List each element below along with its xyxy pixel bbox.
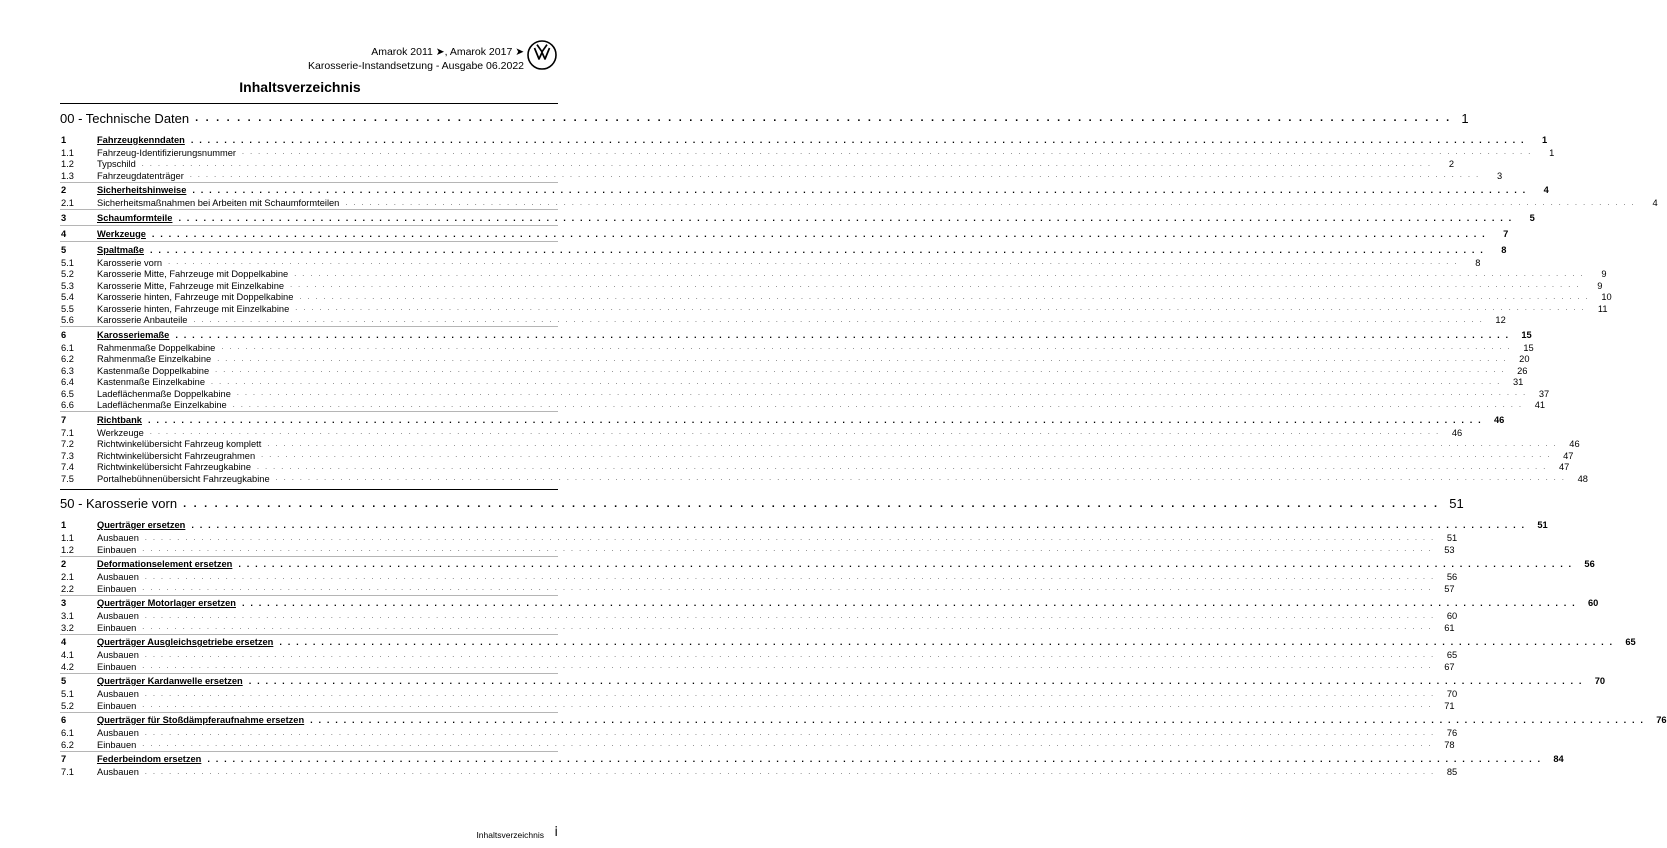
entry-number: 7 bbox=[61, 754, 67, 764]
entry-page-number: 26 bbox=[1517, 365, 1528, 376]
entry-number: 5 bbox=[61, 676, 67, 686]
dot-leader: . . . . . . . . . . . . . . . . . . . . . . . . . . . . . . . . . . . . . . . . . . . . . . . . . . . . . . . . . . . . . . . . . . . . . . . . . . . . . . . . . . . . . . . . . . . . . . . . . . . . . . . . . . . . . . . . . . . . . . . . . . . . . . . . . . . . . . . . . . . . . . . . . . . . . . . . . . . . . . . . bbox=[232, 401, 1524, 409]
entry-title: Richtwinkelübersicht Fahrzeugrahmen bbox=[97, 450, 256, 461]
entry-page-number: 31 bbox=[1512, 377, 1524, 388]
toc-subentry[interactable] bbox=[60, 439, 1580, 451]
dot-leader: . . . . . . . . . . . . . . . . . . . . . . . . . . . . . . . . . . . . . . . . . . . . . . . . . . . . . . . . . . . . . . . . . . . . . . . . . . . . . . . . . . . . . . . . . . . . . . . . . . . . . . . . . . . . . . . . . . . . . . . . . . . . . . . . . . . . . . . . . . . . . . . . . . . . . . . . . . . . . . . . bbox=[144, 768, 1436, 776]
dot-leader: . . . . . . . . . . . . . . . . . . . . . . . . . . . . . . . . . . . . . . . . . . . . . . . . . . . . . . . . . . . . . . . . . . . . . . . . . . . . . . . . . . . . . . . . . . . . . . . . . . . . . . . . . . . . . . . . . . . . . . . . . . . . . . . . . . . . . . . . . . . . . . . . . . . . . . . . . . . . . . . . bbox=[295, 305, 1586, 313]
entry-number: 6.6 bbox=[61, 400, 74, 411]
entry-title: Ausbauen bbox=[97, 767, 139, 778]
header-edition-line: Karosserie-Instandsetzung - Ausgabe 06.2022 bbox=[308, 60, 524, 72]
entry-number: 3.1 bbox=[61, 611, 74, 622]
entry-title: Ausbauen bbox=[97, 572, 139, 583]
entry-title: Ausbauen bbox=[97, 611, 139, 622]
dot-leader: . . . . . . . . . . . . . . . . . . . . . . . . . . . . . . . . . . . . . . . . . . . . . . . . . . . . . . . . . . . . . . . . . . . . . . . . . . . . . . . . . . . . . . . . . . . . . . . . . . . . . . . . . . . . . . . . . . . . . . . . . . . . . . . . . . . . . . . . . . . . . . . . . . . . . . . . . . . . . . . . bbox=[261, 452, 1552, 460]
entry-number: 1 bbox=[61, 134, 67, 145]
entry-page-number: 60 bbox=[1588, 598, 1599, 608]
toc-chapter-entry[interactable] bbox=[60, 210, 1535, 225]
toc-subentry[interactable] bbox=[60, 269, 1607, 281]
footer-page-number: i bbox=[554, 825, 558, 840]
toc-chapter bbox=[60, 673, 1606, 712]
dot-leader: . . . . . . . . . . . . . . . . . . . . . . . . . . . . . . . . . . . . . . . . . . . . . . . . . . . . . . . . . . . . . . . . . . . . . . . . . . . . . . . . . . . . . . . . . . . . . . . . . . . . . . . . . . . . . . . . . . . . . . . . . . . . . . . . . . . . . . . . . . . . . . . . . . . . . . . . . . . . . . . . bbox=[142, 624, 1433, 632]
entry-title: Einbauen bbox=[97, 622, 137, 633]
entry-number: 1 bbox=[61, 520, 67, 530]
toc-subentry[interactable] bbox=[60, 388, 1550, 400]
toc-subentry[interactable] bbox=[60, 739, 1455, 751]
entry-title: Karosserie Anbauteile bbox=[97, 315, 188, 326]
entry-number: 2.2 bbox=[61, 583, 74, 594]
entry-page-number: 1 bbox=[1549, 147, 1555, 158]
entry-title: Ausbauen bbox=[97, 650, 139, 661]
entry-page-number: 61 bbox=[1444, 622, 1455, 633]
entry-page-number: 8 bbox=[1475, 257, 1481, 268]
entry-title: Richtwinkelübersicht Fahrzeug komplett bbox=[97, 439, 262, 450]
toc-chapter bbox=[60, 182, 1658, 210]
entry-number: 1.2 bbox=[61, 544, 74, 555]
dot-leader: . . . . . . . . . . . . . . . . . . . . . . . . . . . . . . . . . . . . . . . . . . . . . . . . . . . . . . . . . . . . . . . . . . . . . . . . . . . . . . . . . . . . . . . . . . . . . . . . . . . . . . . . . . . . . . . . . . . . . . . . . . . . . . . . . . . . . . . . . . . . . . . . . . . . . . . . . . . . . . . . bbox=[193, 316, 1484, 324]
toc-chapter-entry[interactable] bbox=[60, 713, 1667, 728]
entry-page-number: 2 bbox=[1448, 159, 1455, 170]
toc-subentry[interactable] bbox=[60, 400, 1546, 412]
toc-subentry[interactable] bbox=[60, 354, 1530, 366]
toc-chapter-entry[interactable] bbox=[60, 635, 1636, 650]
entry-title: Querträger ersetzen bbox=[97, 520, 186, 530]
footer-label: Inhaltsverzeichnis bbox=[476, 830, 544, 840]
entry-number: 6.1 bbox=[61, 728, 74, 739]
dot-leader: . . . . . . . . . . . . . . . . . . . . . . . . . . . . . . . . . . . . . . . . . . . . . . . . . . . . . . . . . . . . . . . . . . . . . . . . . . . . . . . . . . . . . . . . . . . . . . . . . . . . . . . . . . . . . . . . . . . . . . . . . . . . . . . . . . . . . . . . . . . . . . . . . . . . . . . . . . . . . . . . bbox=[310, 715, 1645, 725]
entry-page-number: 8 bbox=[1501, 244, 1507, 255]
entry-title: Portalhebühnenübersicht Fahrzeugkabine bbox=[97, 473, 270, 484]
toc-chapter bbox=[60, 326, 1550, 411]
dot-leader: . . . . . . . . . . . . . . . . . . . . . . . . . . . . . . . . . . . . . . . . . . . . . . . . . . . . . . . . . . . . . . . . . . . . . . . . . . . . . . . . . . . . . . . . . . . . . . . . . . . . . . . . . . . . . . . . . . . . . . . . bbox=[195, 112, 1452, 124]
toc-chapter bbox=[60, 712, 1667, 751]
entry-title: Ausbauen bbox=[97, 533, 139, 544]
entry-title: Ausbauen bbox=[97, 689, 139, 700]
entry-page-number: 85 bbox=[1446, 767, 1458, 778]
toc-subentry[interactable] bbox=[60, 450, 1574, 462]
dot-leader: . . . . . . . . . . . . . . . . . . . . . . . . . . . . . . . . . . . . . . . . . . . . . . . . . . . . . . . . . . . . . . . . . . . . . . . . . . . . . . . . . . . . . . . . . . . . . . . . . . . . . . . . . . . . . . . . . . . . . . . . . . . . . . . . . . . . . . . . . . . . . . . . . . . . . . . . . . . . . . . . bbox=[142, 741, 1433, 749]
entry-number: 7.3 bbox=[61, 450, 74, 461]
toc-subentry[interactable] bbox=[60, 622, 1455, 634]
vw-logo-icon bbox=[527, 40, 557, 70]
dot-leader: . . . . . . . . . . . . . . . . . . . . . . . . . . . . . . . . . . . . . . . . . . . . . . . . . . . . . . . . . . . . . . . . . . . . . . . . . . . . . . . . . . . . . . . . . . . . . . . . . . . . . . . . . . . . . . . . . . . . . . . . . . . . . . . . . . . . . . . . . . . . . . . . . . . . . . . . . . . . . . . . bbox=[151, 228, 1487, 239]
toc-chapter-entry[interactable] bbox=[60, 557, 1595, 572]
toc-section-heading[interactable] bbox=[60, 103, 1469, 132]
entry-page-number: 12 bbox=[1495, 315, 1506, 326]
entry-number: 4.2 bbox=[61, 661, 74, 672]
toc-subentry[interactable] bbox=[60, 544, 1455, 556]
entry-title: Karosserie vorn bbox=[97, 257, 163, 268]
entry-number: 1.2 bbox=[61, 159, 74, 170]
entry-number: 7.1 bbox=[61, 767, 74, 778]
page-title: Inhaltsverzeichnis bbox=[239, 79, 361, 95]
entry-title: Kastenmaße Einzelkabine bbox=[97, 377, 206, 388]
toc-subentry[interactable] bbox=[60, 462, 1570, 474]
dot-leader: . . . . . . . . . . . . . . . . . . . . . . . . . . . . . . . . . . . . . . . . . . . . . . . . . . . . . . . . . . . . . . . . . . . . . . . . . . . . . . . . . . . . . . . . . . . . . . . . . . . . . . . . . . . . . . . . . . . . . . . . . . . . . . . . . . . . . . . . . . . . . . . . . . . . . . . . . . . . . . . . bbox=[144, 729, 1436, 737]
entry-page-number: 4 bbox=[1543, 185, 1549, 195]
dot-leader: . . . . . . . . . . . . . . . . . . . . . . . . . . . . . . . . . . . . . . . . . . . . . . . . . . . . . . . . . . . . . . . . . . . . . . . . . . . . . . . . . . . . . . . . . . . . . . . . . . . . . . . . . . . . . . . . . . . . . . . . . . . . . . . . . . . . . . . . . . . . . . . . . . . . . . . . . . . . . . . . bbox=[144, 534, 1436, 542]
dot-leader: . . . . . . . . . . . . . . . . . . . . . . . . . . . . . . . . . . . . . . . . . . . . . . . . . . . . . . . . . . . . . . . . . . . . . . . . . . . . . . . . . . . . . . . . . . . . . . . . . . . . . . . . . . . . . . . . . . . . . . . . . . . . . . . . . . . . . . . . . . . . . . . . . . . . . . . . . . . . . . . . bbox=[178, 212, 1513, 223]
entry-title: Querträger Kardanwelle ersetzen bbox=[97, 676, 243, 686]
dot-leader: . . . . . . . . . . . . . . . . . . . . . . . . . . . . . . . . . . . . . . . . . . . . . . . . . . . . . . . . . . . . . . . . . . . . . . . . . . . . . . . . . . . . . . . . . . . . . . . . . . . . . . . . . . . . . . . . . . . . . . . . . . . . . . . . . . . . . . . . . . . . . . . . . . . . . . . . . . . . . . . . bbox=[299, 293, 1590, 301]
entry-page-number: 48 bbox=[1577, 473, 1588, 484]
entry-title: Deformationselement ersetzen bbox=[97, 559, 233, 569]
entry-number: 5.1 bbox=[61, 257, 74, 268]
toc-subentry[interactable] bbox=[60, 365, 1528, 377]
dot-leader: . . . . . . . . . . . . . . . . . . . . . . . . . . . . . . . . . . . . . . . . . . . . . . . . . . . . . . . . . . . . . . . . . . . . . . . . . . . . . . . . . . . . . . . . . . . . . . . . . . . . . . . . . . . . . . . . . . . . . . . . . . . . . . . . . . . . . . . . . . . . . . . . . . . . . . . . . . . . . . . . bbox=[211, 378, 1502, 386]
dot-leader: . . . . . . . . . . . . . . . . . . . . . . . . . . . . . . . . . . . . . . . . . . . . . . . . . . . . . . . . . . . . . . . . . . . . . . . . . . . . . . . . . . . . . . . . . . . . . . . . . . . . . . . . . . . . . . . . . . . . . . . . . . . . . . . . . . . . . . . . . . . . . . . . . . . . . . . . . . . . . . . . bbox=[168, 259, 1459, 267]
entry-number: 3.2 bbox=[61, 622, 74, 633]
toc-chapter bbox=[60, 518, 1548, 556]
entry-page-number: 60 bbox=[1446, 611, 1458, 622]
toc-chapter-entry[interactable] bbox=[60, 596, 1599, 611]
toc-section-heading[interactable] bbox=[60, 489, 1464, 518]
entry-number: 6.2 bbox=[61, 739, 74, 750]
dot-leader: . . . . . . . . . . . . . . . . . . . . . . . . . . . . . . . . . . . . . . . . . . . . . . . . . . . . . . . . . . . . . . . . . . . . . . . . . . . . . . . . . . . . . . . . . . . . . . . . . . . . . . . . . . . . . . . . . . . . . . . . . . . . . . . . . . . . . . . . . . . . . . . . . . . . . . . . . . . . . . . . bbox=[241, 598, 1577, 608]
entry-number: 6.5 bbox=[61, 388, 74, 399]
dot-leader: . . . . . . . . . . . . . . . . . . . . . . . . . . . . . . . . . . . . . . . . . . . . . . . . . . . . . . . . . . . . . . . . . . . . . . . . . . . . . . . . . . . . . . . . . . . . . . . . . . . . . . . . . . . . . . . . . . . . . . . . . . . . . . . . . . . . . . . . . . . . . . . . . . . . . . . . . . . . . . . . bbox=[192, 185, 1527, 195]
entry-number: 3 bbox=[61, 212, 67, 223]
entry-page-number: 65 bbox=[1446, 650, 1458, 661]
dot-leader: . . . . . . . . . . . . . . . . . . . . . . . . . . . . . . . . . . . . . . . . . . . . . . . . . . . . . . . . . . . . . . . . . . . . . . . . . . . . . . . . . . . . . . . . . . . . . . . . . . . . . . . . . . . . . . . . . . . . . . . . . . . . . . . . . . . . . . . . . . . . . . . . . . . . . . . . . . . . . . . . bbox=[217, 355, 1508, 363]
entry-title: Ladeflächenmaße Einzelkabine bbox=[97, 400, 227, 411]
toc-chapter-entry[interactable] bbox=[60, 674, 1606, 689]
entry-page-number: 20 bbox=[1519, 354, 1530, 365]
toc-subentry[interactable] bbox=[60, 767, 1458, 779]
dot-leader: . . . . . . . . . . . . . . . . . . . . . . . . . . . . . . . . . . . . . . . . . . . . . . . . . . . . . . . . . . . . . . . . . . . . . . . . . . . . . . . . . . . . . . . . . . . . . . . . . . . . . . . . . . . . . . . . . . . . . . . . bbox=[183, 497, 1440, 510]
entry-number: 1.1 bbox=[61, 147, 74, 158]
entry-page-number: 10 bbox=[1601, 292, 1612, 303]
dot-leader: . . . . . . . . . . . . . . . . . . . . . . . . . . . . . . . . . . . . . . . . . . . . . . . . . . . . . . . . . . . . . . . . . . . . . . . . . . . . . . . . . . . . . . . . . . . . . . . . . . . . . . . . . . . . . . . . . . . . . . . . . . . . . . . . . . . . . . . . . . . . . . . . . . . . . . . . . . . . . . . . bbox=[175, 329, 1510, 340]
entry-page-number: 47 bbox=[1558, 462, 1570, 473]
toc-subentry[interactable] bbox=[60, 533, 1458, 545]
entry-page-number: 15 bbox=[1523, 342, 1534, 353]
toc-subentry[interactable] bbox=[60, 315, 1506, 327]
entry-number: 3 bbox=[61, 598, 67, 608]
dot-leader: . . . . . . . . . . . . . . . . . . . . . . . . . . . . . . . . . . . . . . . . . . . . . . . . . . . . . . . . . . . . . . . . . . . . . . . . . . . . . . . . . . . . . . . . . . . . . . . . . . . . . . . . . . . . . . . . . . . . . . . . . . . . . . . . . . . . . . . . . . . . . . . . . . . . . . . . . . . . . . . . bbox=[142, 702, 1433, 710]
entry-title: Einbauen bbox=[97, 583, 137, 594]
entry-title: Karosserie hinten, Fahrzeuge mit Einzelkabine bbox=[97, 303, 290, 314]
toc-subentry[interactable] bbox=[60, 572, 1458, 584]
entry-page-number: 51 bbox=[1537, 520, 1548, 530]
header-model-line: Amarok 2011 ➤, Amarok 2017 ➤ bbox=[371, 46, 524, 58]
dot-leader: . . . . . . . . . . . . . . . . . . . . . . . . . . . . . . . . . . . . . . . . . . . . . . . . . . . . . . . . . . . . . . . . . . . . . . . . . . . . . . . . . . . . . . . . . . . . . . . . . . . . . . . . . . . . . . . . . . . . . . . . . . . . . . . . . . . . . . . . . . . . . . . . . . . . . . . . . . . . . . . . bbox=[147, 414, 1483, 425]
entry-number: 7.5 bbox=[61, 473, 74, 484]
toc-chapter-entry[interactable] bbox=[60, 242, 1507, 257]
entry-page-number: 53 bbox=[1444, 544, 1455, 555]
toc-chapter bbox=[60, 241, 1612, 326]
entry-title: Werkzeuge bbox=[97, 427, 144, 438]
entry-page-number: 76 bbox=[1446, 728, 1458, 739]
entry-page-number: 71 bbox=[1444, 700, 1455, 711]
dot-leader: . . . . . . . . . . . . . . . . . . . . . . . . . . . . . . . . . . . . . . . . . . . . . . . . . . . . . . . . . . . . . . . . . . . . . . . . . . . . . . . . . . . . . . . . . . . . . . . . . . . . . . . . . . . . . . . . . . . . . . . . . . . . . . . . . . . . . . . . . . . . . . . . . . . . . . . . . . . . . . . . bbox=[144, 651, 1436, 659]
entry-page-number: 9 bbox=[1597, 280, 1603, 291]
entry-number: 6.4 bbox=[61, 377, 74, 388]
entry-page-number: 11 bbox=[1597, 303, 1608, 314]
toc-subentry[interactable] bbox=[60, 257, 1481, 269]
entry-title: Richtwinkelübersicht Fahrzeugkabine bbox=[97, 462, 251, 473]
entry-page-number: 46 bbox=[1493, 414, 1505, 425]
section-page-number: 51 bbox=[1449, 496, 1464, 511]
toc-subentry[interactable] bbox=[60, 170, 1503, 182]
entry-page-number: 70 bbox=[1594, 676, 1606, 686]
dot-leader: . . . . . . . . . . . . . . . . . . . . . . . . . . . . . . . . . . . . . . . . . . . . . . . . . . . . . . . . . . . . . . . . . . . . . . . . . . . . . . . . . . . . . . . . . . . . . . . . . . . . . . . . . . . . . . . . . . . . . . . . . . . . . . . . . . . . . . . . . . . . . . . . . . . . . . . . . . . . . . . . bbox=[144, 612, 1436, 620]
entry-page-number: 65 bbox=[1625, 637, 1636, 647]
entry-title: Richtbank bbox=[97, 414, 142, 425]
toc-chapter-entry[interactable] bbox=[60, 752, 1564, 767]
dot-leader: . . . . . . . . . . . . . . . . . . . . . . . . . . . . . . . . . . . . . . . . . . . . . . . . . . . . . . . . . . . . . . . . . . . . . . . . . . . . . . . . . . . . . . . . . . . . . . . . . . . . . . . . . . . . . . . . . . . . . . . . . . . . . . . . . . . . . . . . . . . . . . . . . . . . . . . . . . . . . . . . bbox=[275, 475, 1566, 483]
entry-page-number: 56 bbox=[1446, 572, 1458, 583]
toc-subentry[interactable] bbox=[60, 303, 1608, 315]
toc-chapter-entry[interactable] bbox=[60, 518, 1548, 533]
entry-number: 1.1 bbox=[61, 533, 74, 544]
entry-number: 6 bbox=[61, 715, 67, 725]
entry-page-number: 41 bbox=[1534, 400, 1546, 411]
toc-subentry[interactable] bbox=[60, 700, 1455, 712]
entry-title: Ausbauen bbox=[97, 728, 139, 739]
entry-number: 6.1 bbox=[61, 342, 74, 353]
entry-page-number: 37 bbox=[1538, 388, 1550, 399]
toc-chapter bbox=[60, 132, 1555, 182]
entry-number: 2.1 bbox=[61, 198, 74, 209]
dot-leader: . . . . . . . . . . . . . . . . . . . . . . . . . . . . . . . . . . . . . . . . . . . . . . . . . . . . . . . . . . . . . . . . . . . . . . . . . . . . . . . . . . . . . . . . . . . . . . . . . . . . . . . . . . . . . . . . . . . . . . . . . . . . . . . . . . . . . . . . . . . . . . . . . . . . . . . . . . . . . . . . bbox=[149, 429, 1441, 437]
toc-subentry[interactable] bbox=[60, 661, 1455, 673]
dot-leader: . . . . . . . . . . . . . . . . . . . . . . . . . . . . . . . . . . . . . . . . . . . . . . . . . . . . . . . . . . . . . . . . . . . . . . . . . . . . . . . . . . . . . . . . . . . . . . . . . . . . . . . . . . . . . . . . . . . . . . . . . . . . . . . . . . . . . . . . . . . . . . . . . . . . . . . . . . . . . . . . bbox=[290, 282, 1581, 290]
entry-page-number: 57 bbox=[1444, 583, 1455, 594]
toc-chapter-entry[interactable] bbox=[60, 183, 1549, 198]
dot-leader: . . . . . . . . . . . . . . . . . . . . . . . . . . . . . . . . . . . . . . . . . . . . . . . . . . . . . . . . . . . . . . . . . . . . . . . . . . . . . . . . . . . . . . . . . . . . . . . . . . . . . . . . . . . . . . . . . . . . . . . . . . . . . . . . . . . . . . . . . . . . . . . . . . . . . . . . . . . . . . . . bbox=[257, 463, 1548, 471]
toc-chapter bbox=[60, 595, 1599, 634]
entry-title: Ladeflächenmaße Doppelkabine bbox=[97, 388, 231, 399]
entry-title: Querträger Ausgleichsgetriebe ersetzen bbox=[97, 637, 274, 647]
table-of-contents bbox=[60, 103, 1667, 778]
entry-title: Fahrzeug-Identifizierungsnummer bbox=[97, 147, 236, 158]
dot-leader: . . . . . . . . . . . . . . . . . . . . . . . . . . . . . . . . . . . . . . . . . . . . . . . . . . . . . . . . . . . . . . . . . . . . . . . . . . . . . . . . . . . . . . . . . . . . . . . . . . . . . . . . . . . . . . . . . . . . . . . . . . . . . . . . . . . . . . . . . . . . . . . . . . . . . . . . . . . . . . . . bbox=[141, 160, 1433, 168]
entry-page-number: 70 bbox=[1446, 689, 1458, 700]
entry-title: Sicherheitshinweise bbox=[97, 185, 187, 195]
dot-leader: . . . . . . . . . . . . . . . . . . . . . . . . . . . . . . . . . . . . . . . . . . . . . . . . . . . . . . . . . . . . . . . . . . . . . . . . . . . . . . . . . . . . . . . . . . . . . . . . . . . . . . . . . . . . . . . . . . . . . . . . . . . . . . . . . . . . . . . . . . . . . . . . . . . . . . . . . . . . . . . . bbox=[238, 559, 1573, 569]
entry-number: 2 bbox=[61, 559, 67, 569]
entry-page-number: 84 bbox=[1553, 754, 1564, 764]
dot-leader: . . . . . . . . . . . . . . . . . . . . . . . . . . . . . . . . . . . . . . . . . . . . . . . . . . . . . . . . . . . . . . . . . . . . . . . . . . . . . . . . . . . . . . . . . . . . . . . . . . . . . . . . . . . . . . . . . . . . . . . . . . . . . . . . . . . . . . . . . . . . . . . . . . . . . . . . . . . . . . . . bbox=[248, 676, 1584, 686]
entry-page-number: 7 bbox=[1503, 228, 1509, 239]
dot-leader: . . . . . . . . . . . . . . . . . . . . . . . . . . . . . . . . . . . . . . . . . . . . . . . . . . . . . . . . . . . . . . . . . . . . . . . . . . . . . . . . . . . . . . . . . . . . . . . . . . . . . . . . . . . . . . . . . . . . . . . . . . . . . . . . . . . . . . . . . . . . . . . . . . . . . . . . . . . . . . . . bbox=[267, 440, 1558, 448]
dot-leader: . . . . . . . . . . . . . . . . . . . . . . . . . . . . . . . . . . . . . . . . . . . . . . . . . . . . . . . . . . . . . . . . . . . . . . . . . . . . . . . . . . . . . . . . . . . . . . . . . . . . . . . . . . . . . . . . . . . . . . . . . . . . . . . . . . . . . . . . . . . . . . . . . . . . . . . . . . . . . . . . bbox=[189, 172, 1481, 180]
entry-page-number: 46 bbox=[1569, 439, 1580, 450]
entry-title: Fahrzeugdatenträger bbox=[97, 170, 184, 181]
toc-subentry[interactable] bbox=[60, 342, 1534, 354]
section-title: 50 - Karosserie vorn bbox=[60, 496, 178, 511]
toc-subentry[interactable] bbox=[60, 377, 1524, 389]
entry-number: 1.3 bbox=[61, 170, 74, 181]
entry-page-number: 3 bbox=[1496, 170, 1503, 181]
entry-page-number: 4 bbox=[1652, 198, 1658, 209]
toc-section bbox=[60, 103, 1658, 485]
entry-page-number: 46 bbox=[1451, 427, 1463, 438]
dot-leader: . . . . . . . . . . . . . . . . . . . . . . . . . . . . . . . . . . . . . . . . . . . . . . . . . . . . . . . . . . . . . . . . . . . . . . . . . . . . . . . . . . . . . . . . . . . . . . . . . . . . . . . . . . . . . . . . . . . . . . . . . . . . . . . . . . . . . . . . . . . . . . . . . . . . . . . . . . . . . . . . bbox=[142, 663, 1433, 671]
section-title: 00 - Technische Daten bbox=[60, 110, 190, 126]
entry-number: 5.2 bbox=[61, 269, 74, 280]
toc-subentry[interactable] bbox=[60, 147, 1555, 159]
dot-leader: . . . . . . . . . . . . . . . . . . . . . . . . . . . . . . . . . . . . . . . . . . . . . . . . . . . . . . . . . . . . . . . . . . . . . . . . . . . . . . . . . . . . . . . . . . . . . . . . . . . . . . . . . . . . . . . . . . . . . . . . . . . . . . . . . . . . . . . . . . . . . . . . . . . . . . . . . . . . . . . . bbox=[242, 149, 1533, 157]
dot-leader: . . . . . . . . . . . . . . . . . . . . . . . . . . . . . . . . . . . . . . . . . . . . . . . . . . . . . . . . . . . . . . . . . . . . . . . . . . . . . . . . . . . . . . . . . . . . . . . . . . . . . . . . . . . . . . . . . . . . . . . . . . . . . . . . . . . . . . . . . . . . . . . . . . . . . . . . . . . . . . . . bbox=[150, 244, 1485, 255]
toc-chapter-entry[interactable] bbox=[60, 327, 1532, 342]
entry-number: 4 bbox=[61, 228, 67, 239]
entry-number: 7.4 bbox=[61, 462, 74, 473]
entry-page-number: 76 bbox=[1656, 715, 1667, 725]
dot-leader: . . . . . . . . . . . . . . . . . . . . . . . . . . . . . . . . . . . . . . . . . . . . . . . . . . . . . . . . . . . . . . . . . . . . . . . . . . . . . . . . . . . . . . . . . . . . . . . . . . . . . . . . . . . . . . . . . . . . . . . . . . . . . . . . . . . . . . . . . . . . . . . . . . . . . . . . . . . . . . . . bbox=[190, 134, 1526, 145]
dot-leader: . . . . . . . . . . . . . . . . . . . . . . . . . . . . . . . . . . . . . . . . . . . . . . . . . . . . . . . . . . . . . . . . . . . . . . . . . . . . . . . . . . . . . . . . . . . . . . . . . . . . . . . . . . . . . . . . . . . . . . . . . . . . . . . . . . . . . . . . . . . . . . . . . . . . . . . . . . . . . . . . bbox=[215, 367, 1506, 375]
toc-chapter-entry[interactable] bbox=[60, 132, 1548, 147]
toc-subentry[interactable] bbox=[60, 473, 1588, 485]
toc-subentry[interactable] bbox=[60, 689, 1458, 701]
dot-leader: . . . . . . . . . . . . . . . . . . . . . . . . . . . . . . . . . . . . . . . . . . . . . . . . . . . . . . . . . . . . . . . . . . . . . . . . . . . . . . . . . . . . . . . . . . . . . . . . . . . . . . . . . . . . . . . . . . . . . . . . . . . . . . . . . . . . . . . . . . . . . . . . . . . . . . . . . . . . . . . . bbox=[142, 585, 1433, 593]
entry-number: 7.1 bbox=[61, 427, 74, 438]
section-page-number: 1 bbox=[1461, 110, 1469, 126]
entry-number: 5.4 bbox=[61, 292, 74, 303]
entry-number: 6.3 bbox=[61, 365, 74, 376]
entry-number: 6.2 bbox=[61, 354, 74, 365]
toc-subentry[interactable] bbox=[60, 280, 1603, 292]
toc-chapter bbox=[60, 556, 1595, 595]
entry-number: 4 bbox=[61, 637, 67, 647]
entry-page-number: 51 bbox=[1446, 533, 1458, 544]
toc-chapter bbox=[60, 411, 1588, 485]
toc-subentry[interactable] bbox=[60, 427, 1463, 439]
entry-title: Kastenmaße Doppelkabine bbox=[97, 365, 210, 376]
dot-leader: . . . . . . . . . . . . . . . . . . . . . . . . . . . . . . . . . . . . . . . . . . . . . . . . . . . . . . . . . . . . . . . . . . . . . . . . . . . . . . . . . . . . . . . . . . . . . . . . . . . . . . . . . . . . . . . . . . . . . . . . . . . . . . . . . . . . . . . . . . . . . . . . . . . . . . . . . . . . . . . . bbox=[236, 390, 1528, 398]
entry-page-number: 56 bbox=[1584, 559, 1595, 569]
dot-leader: . . . . . . . . . . . . . . . . . . . . . . . . . . . . . . . . . . . . . . . . . . . . . . . . . . . . . . . . . . . . . . . . . . . . . . . . . . . . . . . . . . . . . . . . . . . . . . . . . . . . . . . . . . . . . . . . . . . . . . . . . . . . . . . . . . . . . . . . . . . . . . . . . . . . . . . . . . . . . . . . bbox=[279, 637, 1614, 647]
entry-title: Fahrzeugkenndaten bbox=[97, 134, 185, 145]
entry-number: 7.2 bbox=[61, 439, 74, 450]
entry-number: 6 bbox=[61, 329, 67, 340]
toc-section bbox=[60, 489, 1667, 779]
entry-title: Querträger Motorlager ersetzen bbox=[97, 598, 236, 608]
toc-subentry[interactable] bbox=[60, 728, 1458, 740]
entry-number: 5.2 bbox=[61, 700, 74, 711]
dot-leader: . . . . . . . . . . . . . . . . . . . . . . . . . . . . . . . . . . . . . . . . . . . . . . . . . . . . . . . . . . . . . . . . . . . . . . . . . . . . . . . . . . . . . . . . . . . . . . . . . . . . . . . . . . . . . . . . . . . . . . . . . . . . . . . . . . . . . . . . . . . . . . . . . . . . . . . . . . . . . . . . bbox=[221, 344, 1512, 352]
dot-leader: . . . . . . . . . . . . . . . . . . . . . . . . . . . . . . . . . . . . . . . . . . . . . . . . . . . . . . . . . . . . . . . . . . . . . . . . . . . . . . . . . . . . . . . . . . . . . . . . . . . . . . . . . . . . . . . . . . . . . . . . . . . . . . . . . . . . . . . . . . . . . . . . . . . . . . . . . . . . . . . . bbox=[207, 754, 1542, 764]
toc-chapter bbox=[60, 209, 1535, 225]
entry-title: Karosserie hinten, Fahrzeuge mit Doppelkabine bbox=[97, 292, 294, 303]
entry-number: 5.3 bbox=[61, 280, 74, 291]
entry-number: 5.6 bbox=[61, 315, 74, 326]
entry-title: Einbauen bbox=[97, 661, 137, 672]
entry-number: 4.1 bbox=[61, 650, 74, 661]
entry-title: Typschild bbox=[97, 159, 136, 170]
toc-subentry[interactable] bbox=[60, 583, 1455, 595]
dot-leader: . . . . . . . . . . . . . . . . . . . . . . . . . . . . . . . . . . . . . . . . . . . . . . . . . . . . . . . . . . . . . . . . . . . . . . . . . . . . . . . . . . . . . . . . . . . . . . . . . . . . . . . . . . . . . . . . . . . . . . . . . . . . . . . . . . . . . . . . . . . . . . . . . . . . . . . . . . . . . . . . bbox=[294, 270, 1585, 278]
entry-number: 7 bbox=[61, 414, 67, 425]
entry-page-number: 9 bbox=[1601, 269, 1607, 280]
entry-page-number: 47 bbox=[1563, 450, 1574, 461]
entry-page-number: 1 bbox=[1542, 134, 1548, 145]
toc-chapter bbox=[60, 225, 1509, 241]
dot-leader: . . . . . . . . . . . . . . . . . . . . . . . . . . . . . . . . . . . . . . . . . . . . . . . . . . . . . . . . . . . . . . . . . . . . . . . . . . . . . . . . . . . . . . . . . . . . . . . . . . . . . . . . . . . . . . . . . . . . . . . . . . . . . . . . . . . . . . . . . . . . . . . . . . . . . . . . . . . . . . . . bbox=[191, 520, 1526, 530]
entry-title: Einbauen bbox=[97, 700, 137, 711]
toc-subentry[interactable] bbox=[60, 650, 1458, 662]
dot-leader: . . . . . . . . . . . . . . . . . . . . . . . . . . . . . . . . . . . . . . . . . . . . . . . . . . . . . . . . . . . . . . . . . . . . . . . . . . . . . . . . . . . . . . . . . . . . . . . . . . . . . . . . . . . . . . . . . . . . . . . . . . . . . . . . . . . . . . . . . . . . . . . . . . . . . . . . . . . . . . . . bbox=[345, 199, 1636, 207]
dot-leader: . . . . . . . . . . . . . . . . . . . . . . . . . . . . . . . . . . . . . . . . . . . . . . . . . . . . . . . . . . . . . . . . . . . . . . . . . . . . . . . . . . . . . . . . . . . . . . . . . . . . . . . . . . . . . . . . . . . . . . . . . . . . . . . . . . . . . . . . . . . . . . . . . . . . . . . . . . . . . . . . bbox=[144, 690, 1436, 698]
entry-number: 5.5 bbox=[61, 303, 74, 314]
toc-chapter-entry[interactable] bbox=[60, 412, 1505, 427]
entry-page-number: 15 bbox=[1521, 329, 1532, 340]
entry-title: Karosserie Mitte, Fahrzeuge mit Doppelkabine bbox=[97, 269, 289, 280]
entry-page-number: 78 bbox=[1444, 739, 1455, 750]
toc-chapter bbox=[60, 634, 1636, 673]
entry-title: Rahmenmaße Doppelkabine bbox=[97, 342, 216, 353]
entry-title: Sicherheitsmaßnahmen bei Arbeiten mit Schaumformteilen bbox=[97, 198, 340, 209]
toc-subentry[interactable] bbox=[60, 198, 1658, 210]
entry-number: 2 bbox=[61, 185, 67, 195]
toc-subentry[interactable] bbox=[60, 292, 1612, 304]
entry-title: Rahmenmaße Einzelkabine bbox=[97, 354, 212, 365]
entry-title: Einbauen bbox=[97, 544, 137, 555]
entry-number: 5 bbox=[61, 244, 67, 255]
toc-subentry[interactable] bbox=[60, 159, 1455, 171]
entry-title: Federbeindom ersetzen bbox=[97, 754, 202, 764]
entry-page-number: 5 bbox=[1529, 212, 1535, 223]
entry-title: Schaumformteile bbox=[97, 212, 173, 223]
entry-title: Einbauen bbox=[97, 739, 137, 750]
entry-title: Werkzeuge bbox=[97, 228, 146, 239]
dot-leader: . . . . . . . . . . . . . . . . . . . . . . . . . . . . . . . . . . . . . . . . . . . . . . . . . . . . . . . . . . . . . . . . . . . . . . . . . . . . . . . . . . . . . . . . . . . . . . . . . . . . . . . . . . . . . . . . . . . . . . . . . . . . . . . . . . . . . . . . . . . . . . . . . . . . . . . . . . . . . . . . bbox=[144, 573, 1436, 581]
entry-title: Spaltmaße bbox=[97, 244, 145, 255]
entry-number: 5.1 bbox=[61, 689, 74, 700]
entry-title: Karosserie Mitte, Fahrzeuge mit Einzelkabine bbox=[97, 280, 285, 291]
dot-leader: . . . . . . . . . . . . . . . . . . . . . . . . . . . . . . . . . . . . . . . . . . . . . . . . . . . . . . . . . . . . . . . . . . . . . . . . . . . . . . . . . . . . . . . . . . . . . . . . . . . . . . . . . . . . . . . . . . . . . . . . . . . . . . . . . . . . . . . . . . . . . . . . . . . . . . . . . . . . . . . . bbox=[142, 546, 1433, 554]
toc-chapter-entry[interactable] bbox=[60, 226, 1509, 241]
entry-page-number: 67 bbox=[1444, 661, 1455, 672]
toc-subentry[interactable] bbox=[60, 611, 1458, 623]
entry-title: Querträger für Stoßdämpferaufnahme ersetzen bbox=[97, 715, 305, 725]
toc-chapter bbox=[60, 751, 1564, 779]
entry-number: 2.1 bbox=[61, 572, 74, 583]
entry-title: Karosseriemaße bbox=[97, 329, 170, 340]
